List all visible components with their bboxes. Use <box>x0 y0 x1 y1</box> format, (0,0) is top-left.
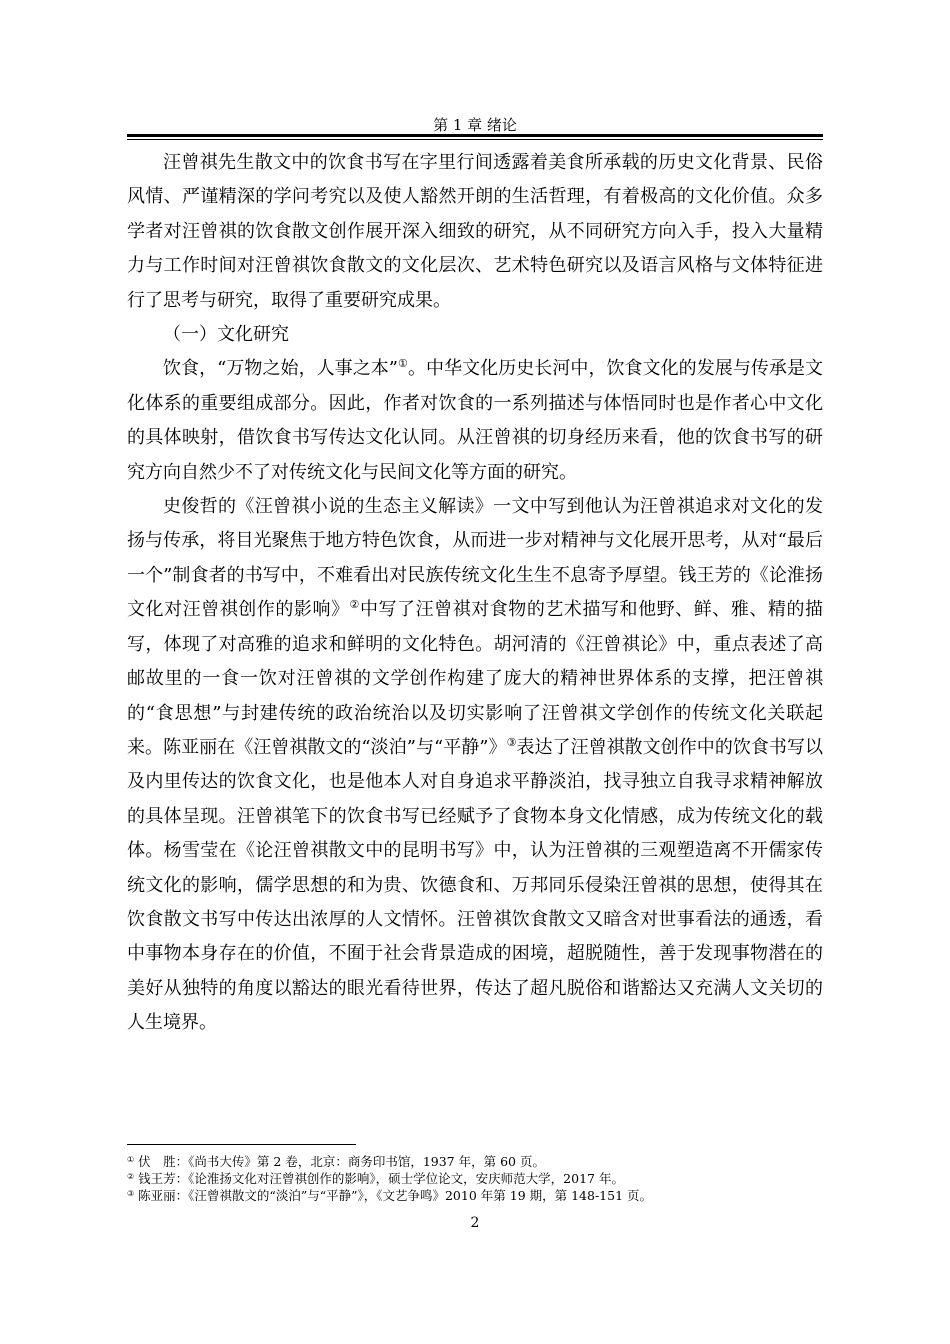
footnote-mark-2: ② <box>127 1172 135 1181</box>
main-body <box>127 146 823 1041</box>
paragraph-3 <box>127 490 823 1041</box>
paragraph-3-text-b: 中写了汪曾祺对食物的艺术描写和他野、鲜、雅、精的描写，体现了对高雅的追求和鲜明的文化特色。胡河清的《汪曾祺论》中，重点表述了高邮故里的一食一饮对汪曾祺的文学创作构建了庞大的精神世界体系的支撑，把汪曾祺的“食思想”与封建传统的政治统治以及切实影响了汪曾祺文学创作的传统文化关联起来。陈亚丽在《汪曾祺散文的“淡泊”与“平静”》 <box>127 599 823 758</box>
footnotes <box>127 1153 823 1204</box>
paragraph-1: 汪曾祺先生散文中的饮食书写在字里行间透露着美食所承载的历史文化背景、民俗风情、严谨精深的学问考究以及使人豁然开朗的生活哲理，有着极高的文化价值。众多学者对汪曾祺的饮食散文创作展开深入细致的研究，从不同研究方向入手，投入大量精力与工作时间对汪曾祺饮食散文的文化层次、艺术特色研究以及语言风格与文体特征进行了思考与研究，取得了重要研究成果。 <box>127 152 823 311</box>
header-rule-thick <box>127 134 823 137</box>
footnote-1 <box>127 1153 823 1170</box>
page-number: 2 <box>470 1215 480 1231</box>
paragraph-2-text-a: 饮食，“万物之始，人事之本” <box>163 358 399 380</box>
paragraph-2-text-b: 。中华文化历史长河中，饮食文化的发展与传承是文化体系的重要组成部分。因此，作者对饮食的一系列描述与体悟同时也是作者心中文化的具体映射，借饮食书写传达文化认同。从汪曾祺的切身经历来看，他的饮食书写的研究方向自然少不了对传统文化与民间文化等方面的研究。 <box>127 358 824 483</box>
paragraph-3-text-a: 史俊哲的《汪曾祺小说的生态主义解读》一文中写到他认为汪曾祺追求对文化的发扬与传承，将目光聚焦于地方特色饮食，从而进一步对精神与文化展开思考，从对“最后一个”制食者的书写中，不难看出对民族传统文化生生不息寄予厚望。钱王芳的《论淮扬文化对汪曾祺创作的影响》 <box>127 496 823 621</box>
footnote-mark-3: ③ <box>127 1189 135 1198</box>
footnote-ref-2[interactable]: ② <box>349 598 360 612</box>
footnote-ref-1[interactable]: ① <box>398 357 408 371</box>
footnote-ref-3[interactable]: ③ <box>506 735 517 749</box>
section-subheading: （一）文化研究 <box>163 324 289 346</box>
footnote-3 <box>127 1187 823 1204</box>
paragraph-2 <box>127 352 823 490</box>
footnote-text-3: 陈亚丽：《汪曾祺散文的“淡泊”与“平静”》，《文艺争鸣》2010 年第 19 期，第 148-151 页。 <box>138 1188 653 1203</box>
footnote-mark-1: ① <box>127 1155 135 1164</box>
footnote-text-1: 伏 胜：《尚书大传》第 2 卷，北京：商务印书馆，1937 年，第 60 页。 <box>138 1154 545 1169</box>
header-rule-thin <box>127 139 823 140</box>
chapter-header: 第 1 章 绪论 <box>433 116 517 134</box>
paragraph-3-text-c: 表达了汪曾祺散文创作中的饮食书写以及内里传达的饮食文化，也是他本人对自身追求平静淡泊，找寻独立自我寻求精神解放的具体呈现。汪曾祺笔下的饮食书写已经赋予了食物本身文化情感，成为传统文化的载体。杨雪莹在《论汪曾祺散文中的昆明书写》中，认为汪曾祺的三观塑造离不开儒家传统文化的影响，儒学思想的和为贵、饮德食和、万邦同乐侵染汪曾祺的思想，使得其在饮食散文书写中传达出浓厚的人文情怀。汪曾祺饮食散文又暗含对世事看法的通透，看中事物本身存在的价值，不囿于社会背景造成的困境，超脱随性，善于发现事物潜在的美好从独特的角度以豁达的眼光看待世界，传达了超凡脱俗和谐豁达又充满人文关切的人生境界。 <box>127 736 823 1034</box>
footnote-separator <box>127 1144 356 1145</box>
footnote-2 <box>127 1170 823 1187</box>
footnote-text-2: 钱王芳：《论淮扬文化对汪曾祺创作的影响》，硕士学位论文，安庆师范大学，2017 年。 <box>138 1171 624 1186</box>
